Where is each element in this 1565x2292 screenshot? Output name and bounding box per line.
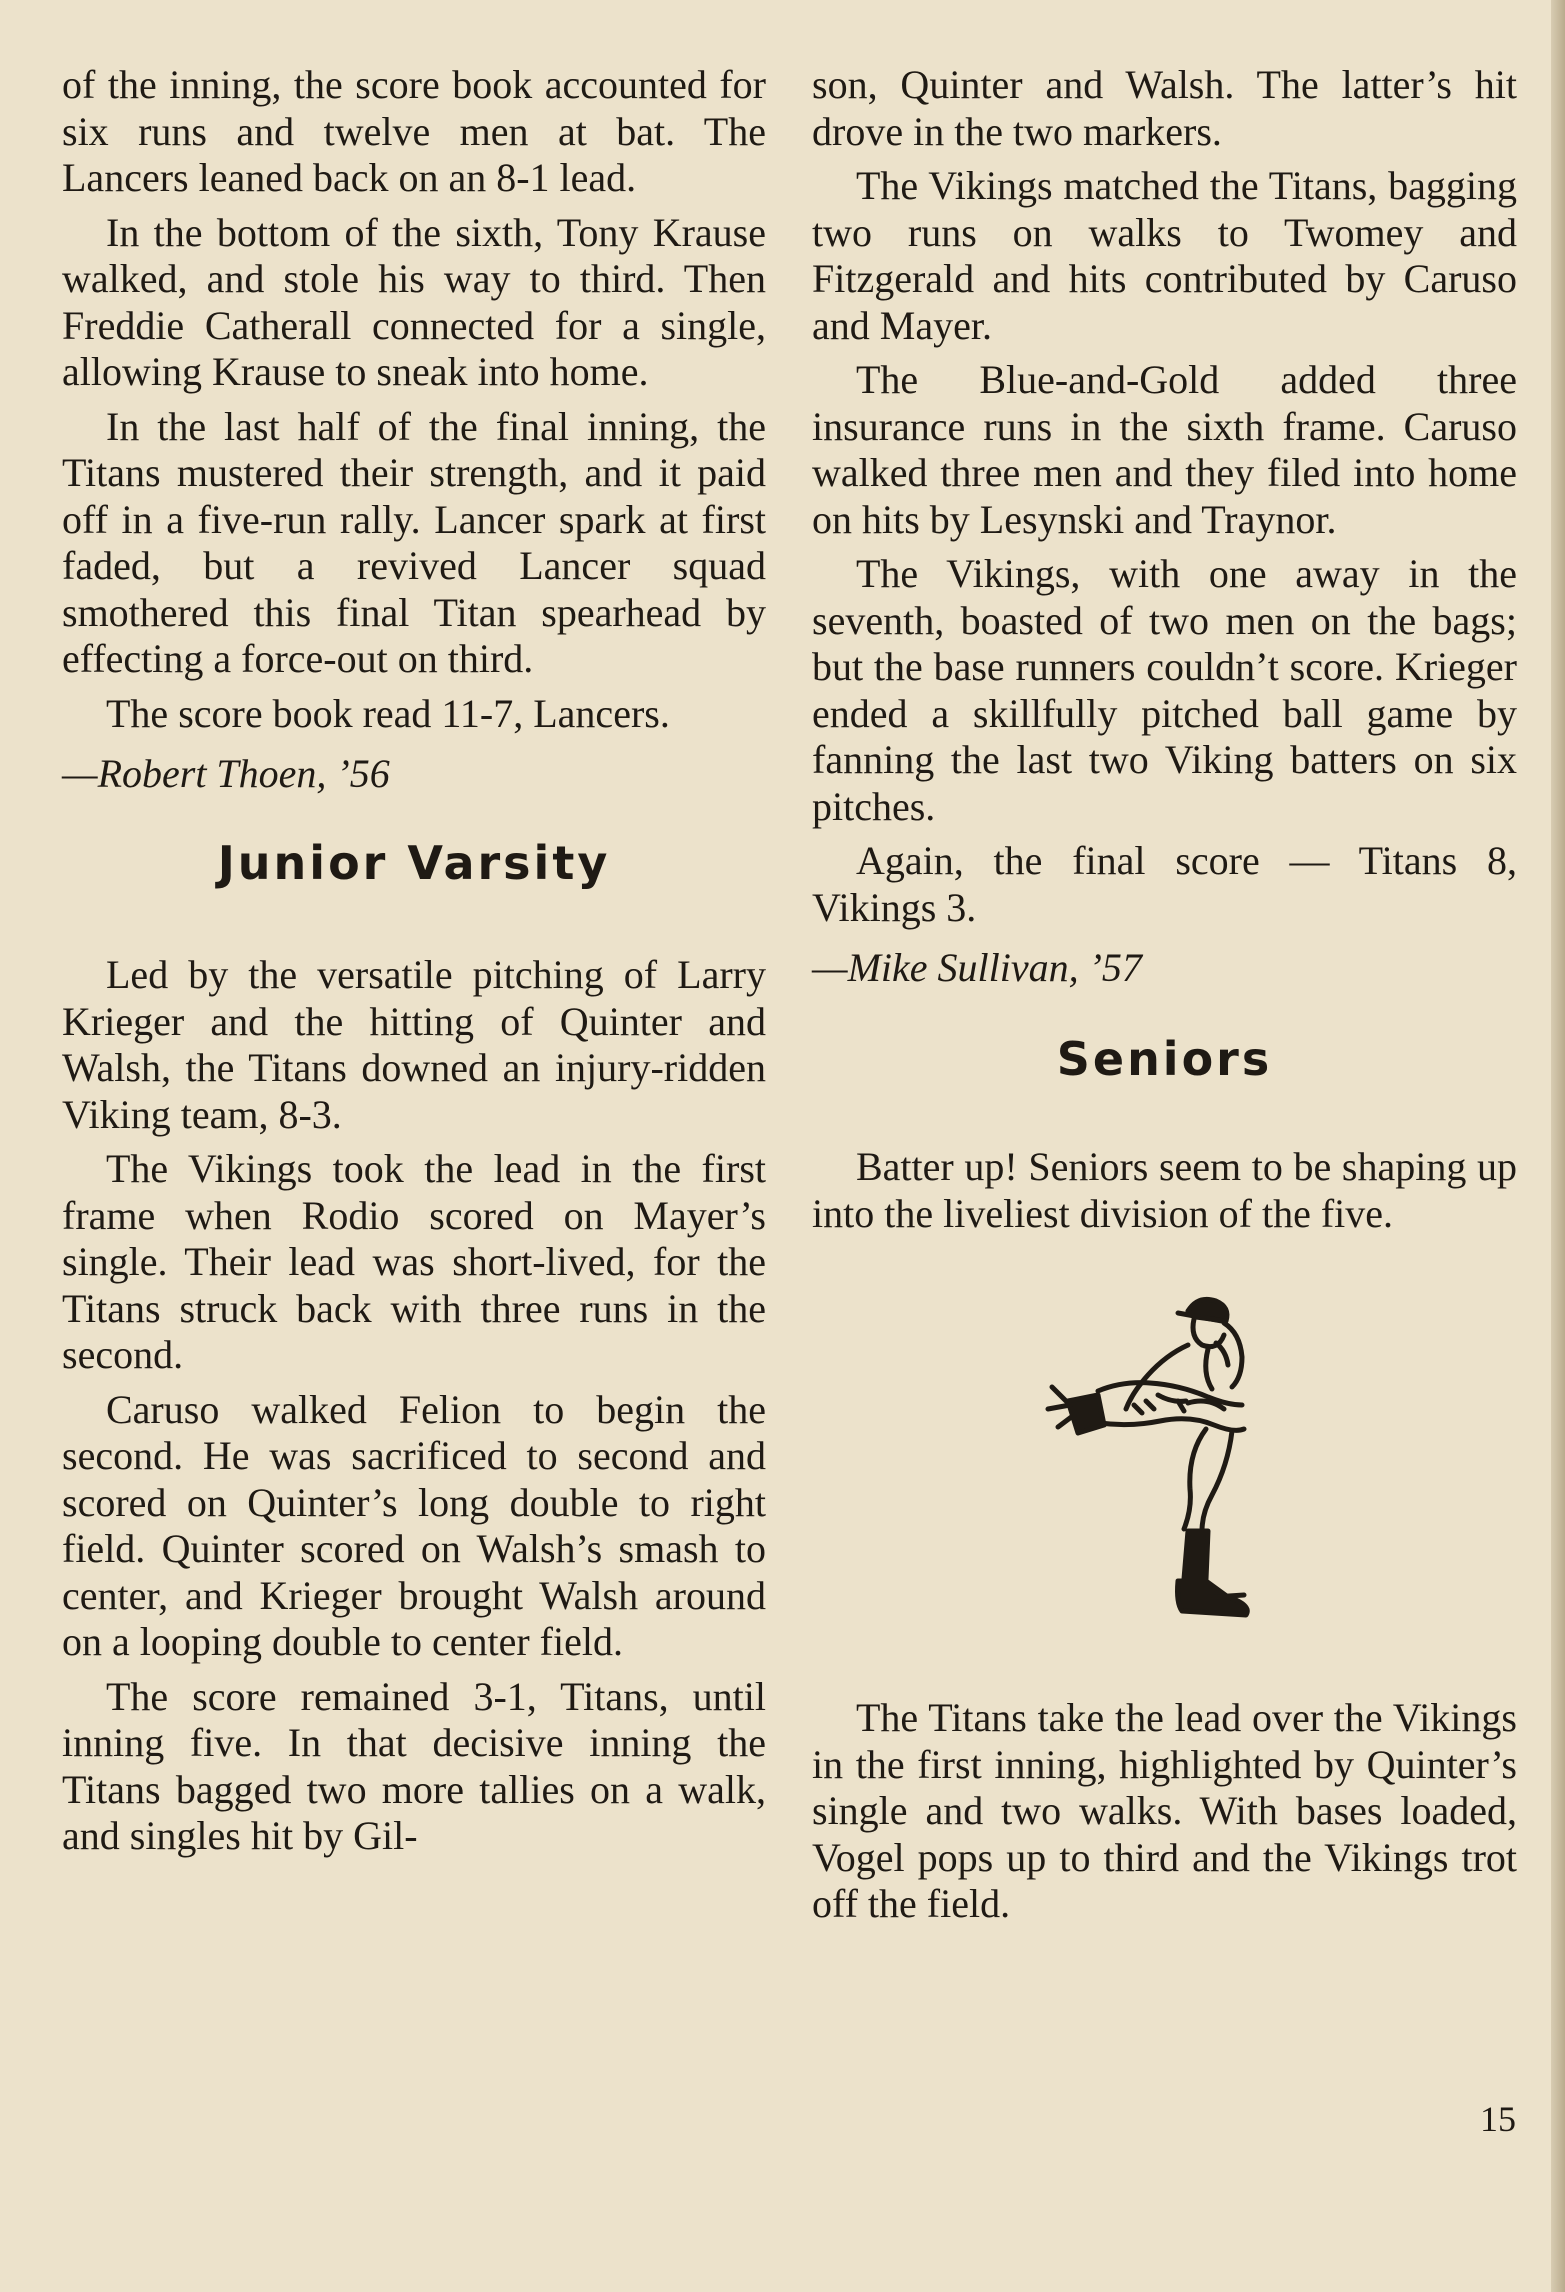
paragraph: Batter up! Seniors seem to be shaping up into the liveliest division of the five. [812,1144,1517,1236]
paragraph: The Vikings matched the Titans, bagging two runs on walks to Twomey and Fitzgerald and hits contributed by Caruso and Mayer. [812,163,1517,348]
paragraph: Again, the final score — Titans 8, Vikings 3. [812,838,1517,930]
paragraph: Caruso walked Felion to begin the second. He was sacrificed to second and scored on Quinter’s long double to right field. Quinter scored on Walsh’s smash to center, and Krieger brought Walsh around on a looping double to center field. [62,1386,766,1664]
paragraph: The Vikings took the lead in the first frame when Rodio scored on Mayer’s single. Their lead was short-lived, for the Titans struck back with three runs in the second. [62,1146,766,1377]
byline: —Robert Thoen, ’56 [62,751,390,796]
paragraph: The Vikings, with one away in the seventh, boasted of two men on the bags; but the base runners couldn’t score. Krieger ended a skillfully pitched ball game by fanning the last two Viking batters on six pitches. [812,551,1517,829]
paragraph: of the inning, the score book accounted for six runs and twelve men at bat. The Lancers leaned back on an 8-1 lead. [62,62,766,200]
baseball-pitcher-icon [1038,1283,1288,1653]
page-number: 15 [1480,2099,1516,2139]
left-column [62,62,766,1868]
paragraph: The Titans take the lead over the Vikings in the first inning, highlighted by Quinter’s single and two walks. With bases loaded, Vogel pops up to third and the Vikings trot off the field. [812,1695,1517,1926]
paragraph: In the bottom of the sixth, Tony Krause walked, and stole his way to third. Then Freddie Catherall connected for a single, allowing Krause to sneak into home. [62,209,766,394]
paragraph: The score remained 3-1, Titans, until inning five. In that decisive inning the Titans bagged two more tallies on a walk, and singles hit by Gil- [62,1673,766,1858]
page-edge [1551,0,1565,2292]
section-heading-junior-varsity: Junior Varsity [217,835,611,890]
paragraph: The Blue-and-Gold added three insurance runs in the sixth frame. Caruso walked three men and they filed into home on hits by Lesynski and Traynor. [812,357,1517,542]
right-column [812,62,1517,1936]
paragraph: The score book read 11-7, Lancers. [106,690,670,736]
section-heading-seniors: Seniors [1056,1031,1273,1086]
paragraph: son, Quinter and Walsh. The latter’s hit drove in the two markers. [812,62,1517,154]
paragraph: Led by the versatile pitching of Larry Krieger and the hitting of Quinter and Walsh, the Titans downed an injury-ridden Viking team, 8-3. [62,952,766,1137]
paragraph: In the last half of the final inning, the Titans mustered their strength, and it paid off in a five-run rally. Lancer spark at first faded, but a revived Lancer squad smothered this final Titan spearhead by effecting a force-out on third. [62,403,766,681]
byline: —Mike Sullivan, ’57 [812,945,1142,990]
